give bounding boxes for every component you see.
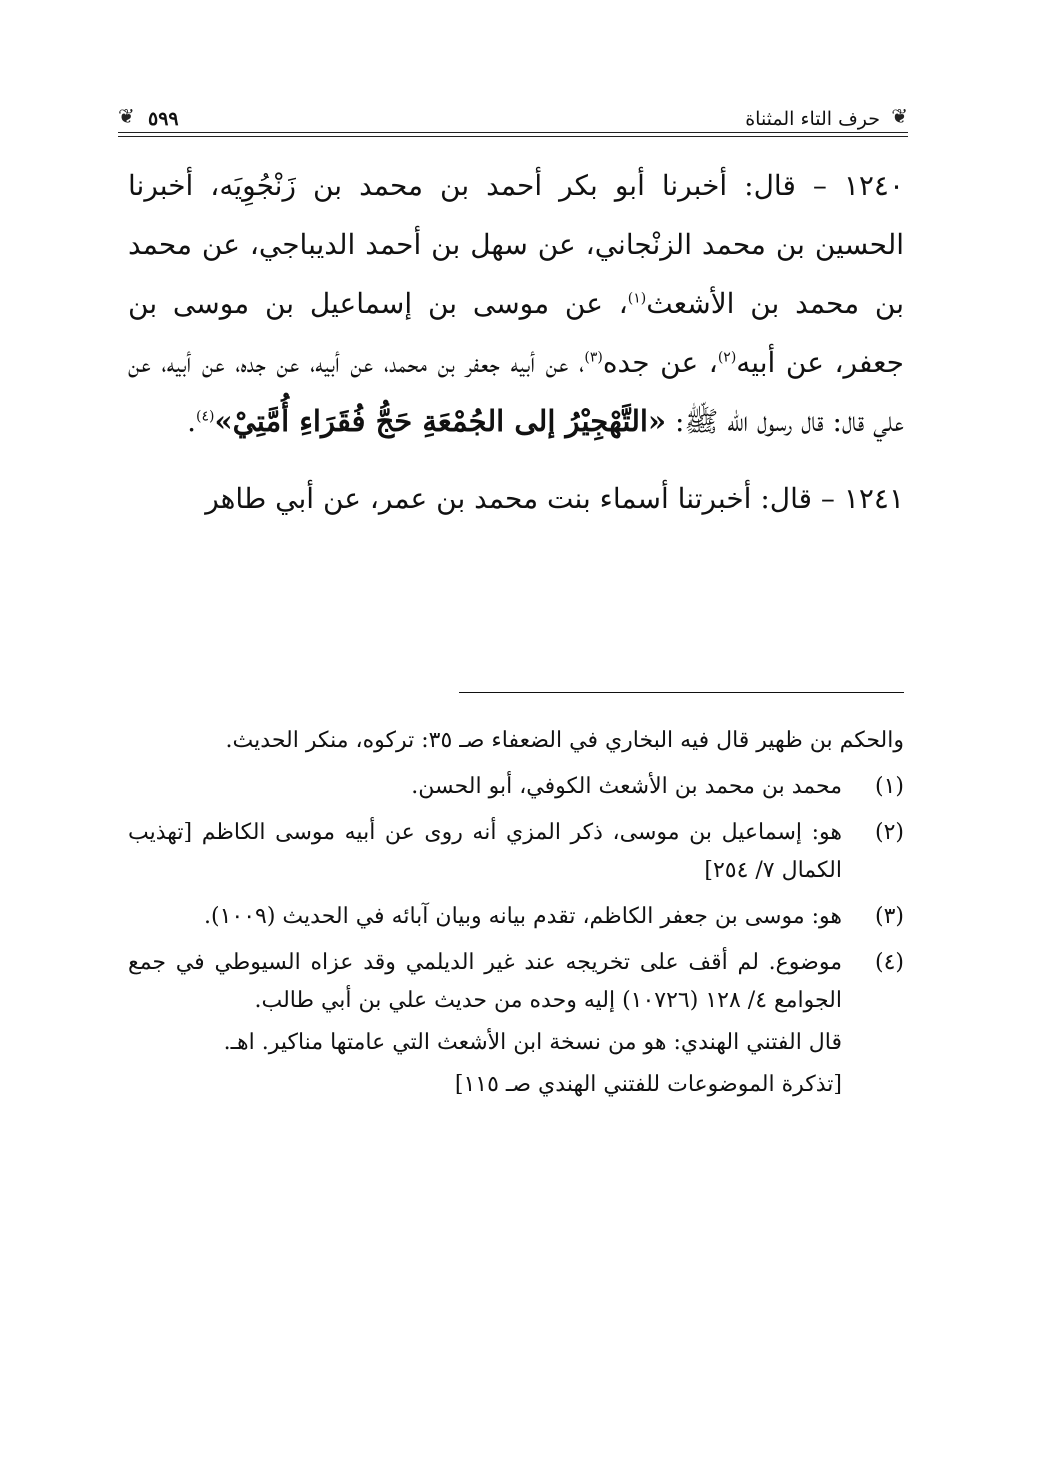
page-header [118, 96, 908, 140]
footnote-4: (٤) موضوع. لم أقف على تخريجه عند غير الديلمي وقد عزاه السيوطي في جمع الجوامع ٤/ ١٢٨ (١٠٧٢٦) إليه وحده من حديث علي بن أبي طالب. [128, 950, 904, 1013]
footnote-2: (٢) هو: إسماعيل بن موسى، ذكر المزي أنه روى عن أبيه موسى الكاظم [تهذيب الكمال ٧/ ٢٥٤] [128, 820, 904, 883]
main-text [128, 156, 904, 528]
footnote-ref-1: (١) [627, 290, 647, 307]
footnote-4-quote: قال الفتني الهندي: هو من نسخة ابن الأشعث التي عامتها مناكير. اهـ. [223, 1030, 842, 1055]
header-rule-double [118, 136, 908, 137]
hadith-1240: ١٢٤٠ – قال: أخبرنا أبو بكر أحمد بن محمد بن زَنْجُوِيَه، أخبرنا الحسين بن محمد الزنْجاني، عن سهل بن أحمد الديباجي، عن محمد بن محمد بن الأشعث$^{(١)}$، عن موسى بن إسماعيل بن موسى بن جعفر، عن أبيه$^{(٢)}$، عن جده$^{(٣)}$، عن أبيه جعفر بن محمد، عن أبيه، عن جده، عن أبيه، عن علي قال: قال رسول الله ﷺ: «التَّهْجِيْرُ إلى الجُمْعَةِ حَجُّ فُقَرَاءِ أُمَّتِيْ»$^{(٤)}$. [128, 169, 904, 438]
ornament-right-icon: ❦ [891, 104, 908, 128]
footnote-1: (١) محمد بن محمد بن الأشعث الكوفي، أبو الحسن. [411, 774, 904, 799]
footnote-separator [459, 692, 904, 693]
footnote-3: (٣) هو: موسى بن جعفر الكاظم، تقدم بيانه وبيان آبائه في الحديث (١٠٠٩). [204, 904, 904, 929]
hadith-text: «التَّهْجِيْرُ إلى الجُمْعَةِ حَجُّ فُقَرَاءِ أُمَّتِيْ» [214, 404, 667, 438]
footnotes [128, 722, 904, 1104]
page-number: ٥٩٩ [148, 108, 179, 130]
footnote-ref-2: (٢) [717, 349, 737, 366]
running-title: حرف التاء المثناة [745, 108, 880, 130]
header-rule [118, 132, 908, 133]
footnote-ref-3: (٣) [584, 349, 603, 366]
footnote-4-source: [تذكرة الموضوعات للفتني الهندي صـ ١١٥] [454, 1072, 842, 1097]
footnote-ref-4: (٤) [196, 408, 215, 425]
ornament-left-icon: ❦ [118, 104, 135, 128]
footnote-continuation: والحكم بن ظهير قال فيه البخاري في الضعفاء صـ ٣٥: تركوه، منكر الحديث. [225, 728, 904, 753]
hadith-1241: ١٢٤١ – قال: أخبرتنا أسماء بنت محمد بن عمر، عن أبي طاهر [205, 482, 904, 515]
